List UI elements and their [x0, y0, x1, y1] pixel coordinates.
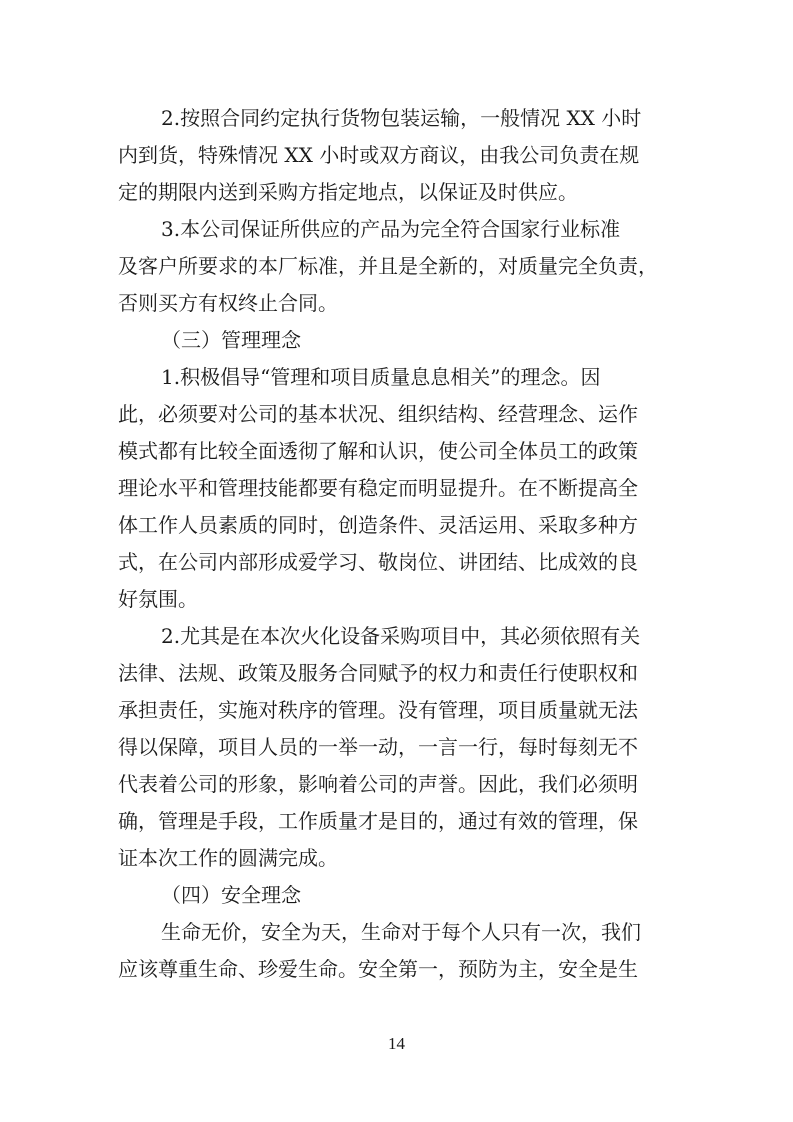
section-heading: （三）管理理念 [161, 328, 301, 352]
paragraph-line: 得以保障，项目人员的一举一动，一言一行，每时每刻无不 [118, 735, 638, 759]
paragraph-line: 承担责任，实施对秩序的管理。没有管理，项目质量就无法 [118, 698, 638, 722]
paragraph-line: 代表着公司的形象，影响着公司的声誉。因此，我们必须明 [118, 772, 638, 796]
paragraph-line: 法律、法规、政策及服务合同赋予的权力和责任行使职权和 [118, 661, 638, 685]
body-text [118, 100, 676, 988]
paragraph-line: 好氛围。 [118, 587, 198, 611]
paragraph-line: 2.尤其是在本次火化设备采购项目中，其必须依照有关 [161, 624, 641, 648]
paragraph-line: 3.本公司保证所供应的产品为完全符合国家行业标准 [161, 217, 621, 241]
paragraph-line: 否则买方有权终止合同。 [118, 291, 338, 315]
paragraph-line: 证本次工作的圆满完成。 [118, 846, 338, 870]
paragraph-line: 体工作人员素质的同时，创造条件、灵活运用、采取多种方 [118, 513, 638, 537]
paragraph-line: 内到货，特殊情况 XX 小时或双方商议，由我公司负责在规 [118, 143, 640, 167]
paragraph-line: 定的期限内送到采购方指定地点，以保证及时供应。 [118, 180, 578, 204]
paragraph-line: 模式都有比较全面透彻了解和认识，使公司全体员工的政策 [118, 439, 638, 463]
paragraph-line: 此，必须要对公司的基本状况、组织结构、经营理念、运作 [118, 402, 638, 426]
paragraph-line: 2.按照合同约定执行货物包装运输，一般情况 XX 小时 [161, 106, 642, 130]
paragraph-line: 生命无价，安全为天，生命对于每个人只有一次，我们 [161, 920, 641, 944]
paragraph-line: 理论水平和管理技能都要有稳定而明显提升。在不断提高全 [118, 476, 638, 500]
section-heading: （四）安全理念 [161, 883, 301, 907]
paragraph-line: 应该尊重生命、珍爱生命。安全第一，预防为主，安全是生 [118, 957, 638, 981]
paragraph-line: 1.积极倡导“管理和项目质量息息相关”的理念。因 [161, 365, 601, 389]
page-number: 14 [388, 1034, 405, 1053]
paragraph-line: 确，管理是手段，工作质量才是目的，通过有效的管理，保 [118, 809, 638, 833]
paragraph-line: 及客户所要求的本厂标准，并且是全新的，对质量完全负责， [118, 254, 658, 278]
paragraph-line: 式，在公司内部形成爱学习、敬岗位、讲团结、比成效的良 [118, 550, 638, 574]
